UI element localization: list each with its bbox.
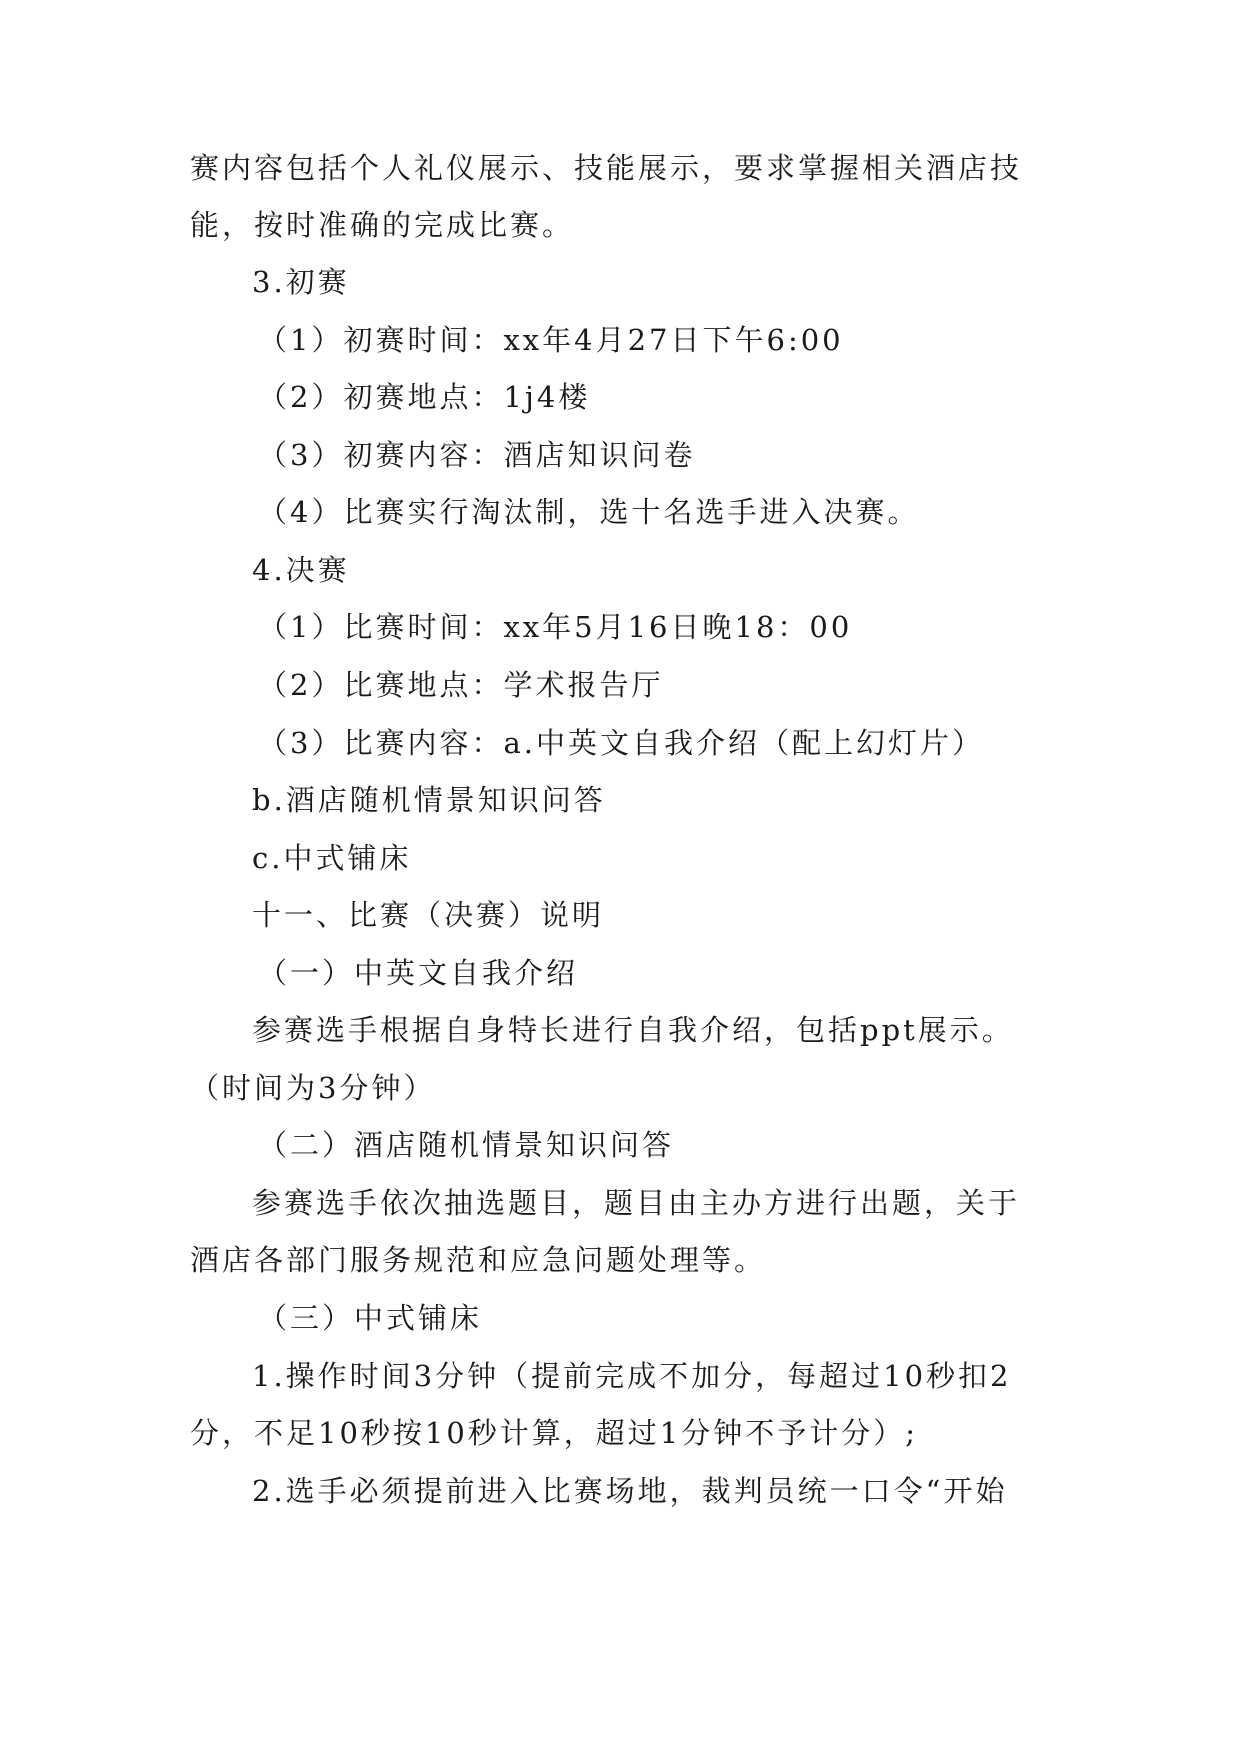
list-item: c.中式铺床 (252, 841, 412, 875)
subsection-heading: （二）酒店随机情景知识问答 (258, 1128, 675, 1162)
list-item: （3）初赛内容：酒店知识问卷 (258, 438, 696, 472)
list-item: （1）比赛时间：xx年5月16日晚18：00 (258, 610, 853, 644)
list-item: （1）初赛时间：xx年4月27日下午6:00 (258, 323, 844, 357)
text-line: 酒店各部门服务规范和应急问题处理等。 (190, 1243, 767, 1277)
subsection-heading: （三）中式铺床 (258, 1301, 483, 1335)
list-item: b.酒店随机情景知识问答 (252, 783, 606, 817)
text-line: 1.操作时间3分钟（提前完成不加分，每超过10秒扣2 (252, 1359, 1012, 1393)
text-line: 赛内容包括个人礼仪展示、技能展示，要求掌握相关酒店技 (190, 151, 1023, 185)
list-item: （2）比赛地点：学术报告厅 (258, 668, 664, 702)
list-item: （2）初赛地点：1j4楼 (258, 380, 591, 414)
list-item: （4）比赛实行淘汰制，选十名选手进入决赛。 (258, 495, 920, 529)
subsection-heading: （一）中英文自我介绍 (258, 956, 579, 990)
section-heading: 4.决赛 (252, 553, 350, 587)
text-line: 分，不足10秒按10秒计算，超过1分钟不予计分）; (190, 1416, 919, 1450)
section-heading: 十一、比赛（决赛）说明 (252, 898, 605, 932)
text-line: 能，按时准确的完成比赛。 (190, 208, 575, 242)
list-item: （3）比赛内容：a.中英文自我介绍（配上幻灯片） (258, 726, 984, 760)
text-line: 参赛选手根据自身特长进行自我介绍，包括ppt展示。 (252, 1013, 1014, 1047)
text-line: （时间为3分钟） (190, 1071, 436, 1105)
text-line: 2.选手必须提前进入比赛场地，裁判员统一口令“开始 (252, 1474, 1008, 1508)
section-heading: 3.初赛 (252, 265, 350, 299)
text-line: 参赛选手依次抽选题目，题目由主办方进行出题，关于 (252, 1186, 1021, 1220)
